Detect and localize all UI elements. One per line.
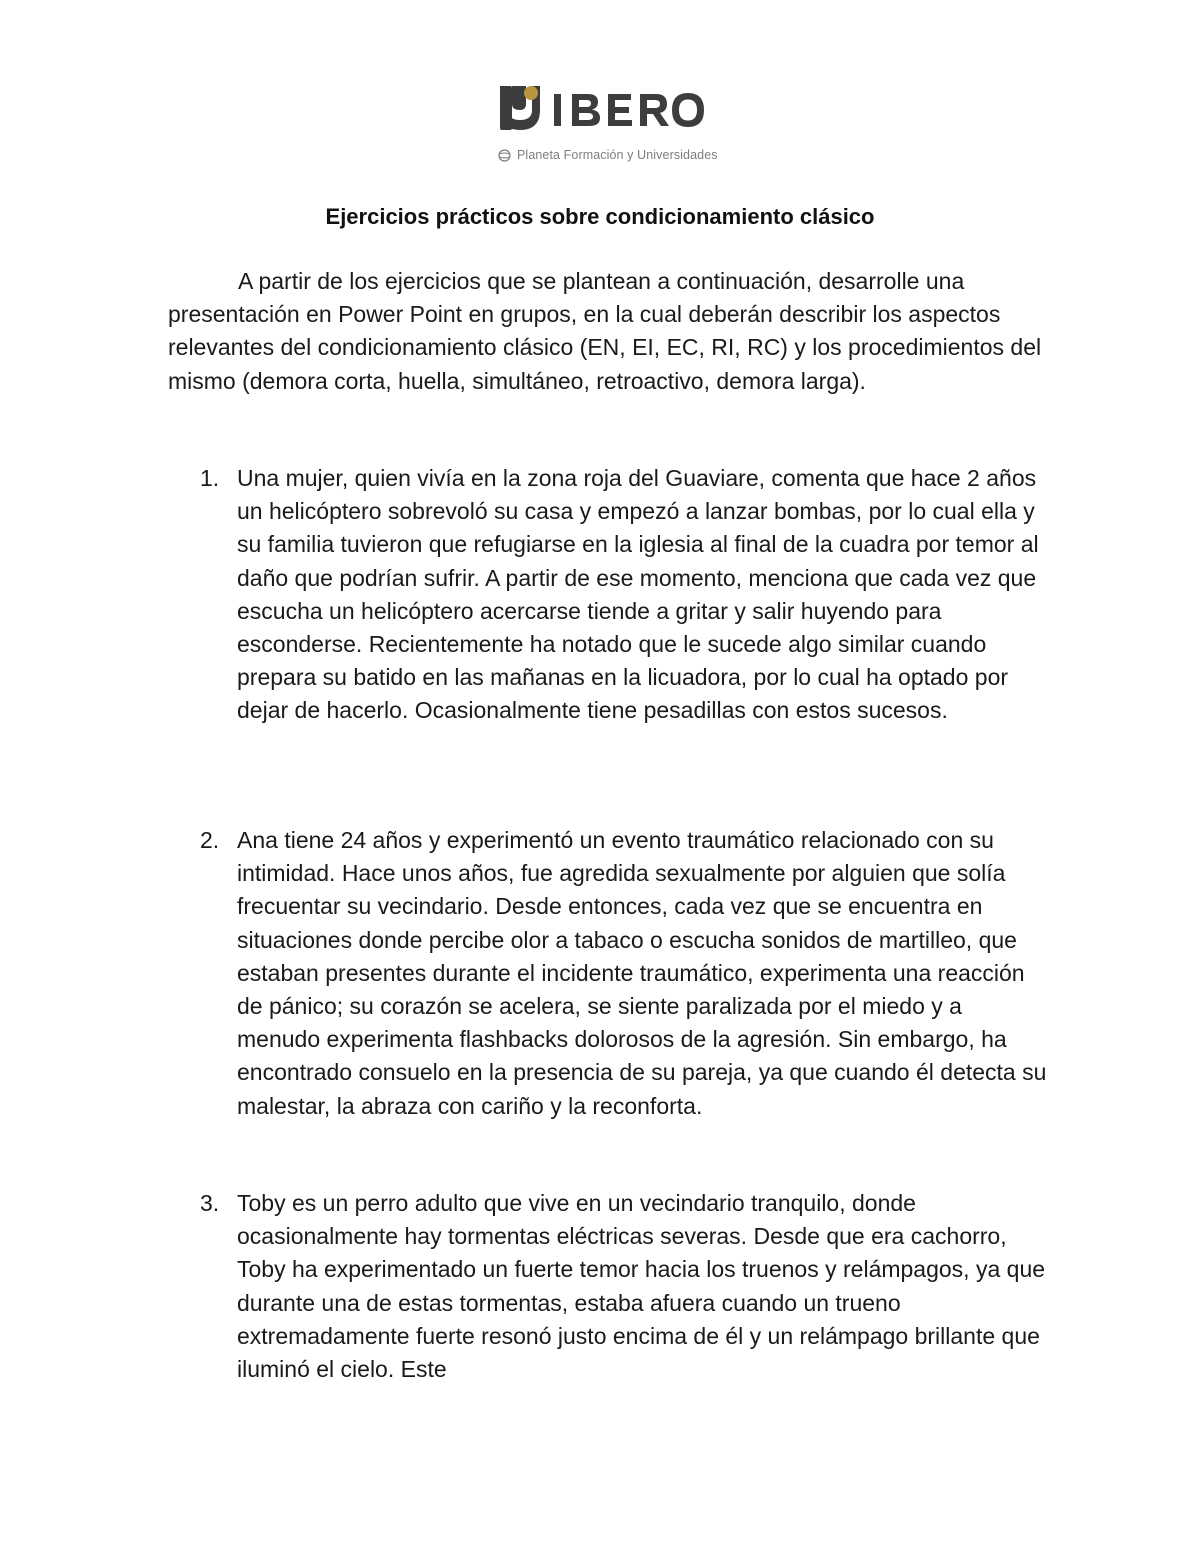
logo-subtitle bbox=[498, 148, 718, 162]
exercise-list-item-2 bbox=[168, 824, 1048, 1123]
list-item bbox=[168, 1187, 1048, 1386]
list-item bbox=[168, 824, 1048, 1123]
logo-subtitle-text: Planeta Formación y Universidades bbox=[517, 148, 718, 162]
exercise-list-item-1 bbox=[168, 462, 1048, 728]
planet-icon bbox=[498, 149, 511, 162]
item-number: 2. bbox=[200, 827, 220, 853]
exercise-list-item-3 bbox=[168, 1187, 1048, 1386]
item-number: 3. bbox=[200, 1190, 220, 1216]
intro-paragraph: A partir de los ejercicios que se plantean a continuación, desarrolle una presentación en Power Point en grupos, en la cual deberán describir los aspectos relevantes del condicionamiento clásico (EN, EI, EC, RI, RC) y los procedimientos del mismo (demora corta, huella, simultáneo, retroactivo, demora larga). bbox=[168, 268, 1042, 394]
ibero-logo-mark bbox=[498, 84, 708, 134]
item-text: Una mujer, quien vivía en la zona roja del Guaviare, comenta que hace 2 años un helicóptero sobrevoló su casa y empezó a lanzar bombas, por lo cual ella y su familia tuvieron que refugiarse en la iglesia al final de la cuadra por temor al daño que podrían sufrir. A partir de ese momento, menciona que cada vez que escucha un helicóptero acercarse tiende a gritar y salir huyendo para esconderse. Recientemente ha notado que le sucede algo similar cuando prepara su batido en las mañanas en la licuadora, por lo cual ha optado por dejar de hacerlo. Ocasionalmente tiene pesadillas con estos sucesos. bbox=[237, 465, 1039, 724]
ibero-logo bbox=[498, 84, 708, 134]
list-item bbox=[168, 462, 1048, 728]
item-number: 1. bbox=[200, 465, 220, 491]
item-text: Toby es un perro adulto que vive en un vecindario tranquilo, donde ocasionalmente hay tormentas eléctricas severas. Desde que era cachorro, Toby ha experimentado un fuerte temor hacia los truenos y relámpagos, ya que durante una de estas tormentas, estaba afuera cuando un trueno extremadamente fuerte resonó justo encima de él y un relámpago brillante que iluminó el cielo. Este bbox=[237, 1190, 1046, 1383]
document-title: Ejercicios prácticos sobre condicionamiento clásico bbox=[325, 204, 875, 229]
item-text: Ana tiene 24 años y experimentó un evento traumático relacionado con su intimidad. Hace unos años, fue agredida sexualmente por alguien que solía frecuentar su vecindario. Desde entonces, cada vez que se encuentra en situaciones donde percibe olor a tabaco o escucha sonidos de martilleo, que estaban presentes durante el incidente traumático, experimenta una reacción de pánico; su corazón se acelera, se siente paralizada por el miedo y a menudo experimenta flashbacks dolorosos de la agresión. Sin embargo, ha encontrado consuelo en la presencia de su pareja, ya que cuando él detecta su malestar, la abraza con cariño y la reconforta. bbox=[237, 827, 1047, 1119]
